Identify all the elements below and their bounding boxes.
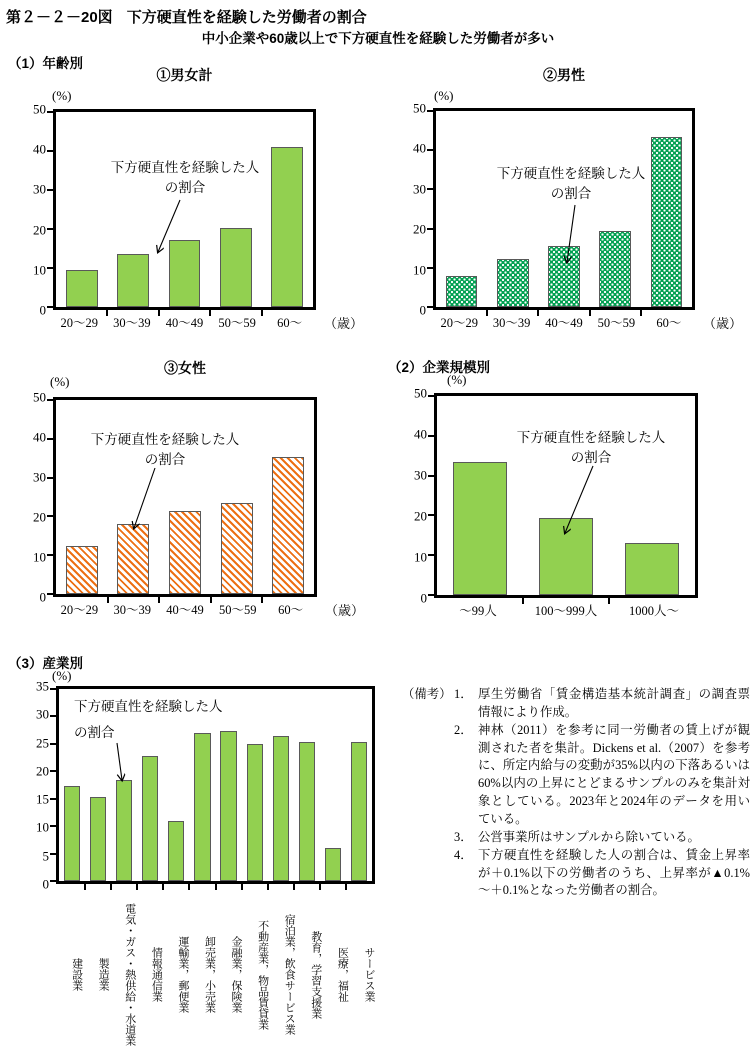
y-tick-mark bbox=[428, 475, 434, 477]
annotation-line1: 下方硬直性を経験した人 bbox=[516, 430, 666, 445]
bar-40～49 bbox=[169, 511, 201, 594]
bar-50～59 bbox=[220, 228, 252, 307]
note-item bbox=[454, 722, 750, 829]
x-tick-label: 60～ bbox=[277, 316, 303, 330]
annotation-arrow-icon bbox=[100, 736, 140, 792]
chart-company-size bbox=[385, 352, 756, 644]
x-tick-label: 20～29 bbox=[440, 316, 478, 330]
annotation-line2: の割合 bbox=[144, 452, 186, 467]
notes bbox=[402, 686, 750, 900]
bar-情報通信業 bbox=[142, 756, 158, 881]
annotation-line1: 下方硬直性を経験した人 bbox=[90, 432, 240, 447]
y-tick-label: 5 bbox=[42, 848, 49, 864]
bar-slot bbox=[56, 112, 107, 307]
section-label-industry: （3）産業別 bbox=[8, 656, 84, 671]
x-tick-label: 不動産業，物品賃貸業 bbox=[256, 919, 269, 1030]
bar-slot bbox=[437, 396, 523, 595]
bar-製造業 bbox=[90, 797, 106, 881]
bar-教育，学習支援業 bbox=[299, 742, 315, 881]
bar-slot bbox=[346, 689, 372, 881]
y-tick-mark bbox=[47, 477, 53, 479]
note-number: 2． bbox=[454, 722, 473, 737]
y-tick-label: 50 bbox=[414, 385, 427, 401]
x-tick-label: 60～ bbox=[278, 603, 304, 617]
y-tick-label: 30 bbox=[413, 181, 426, 197]
y-tick-label: 10 bbox=[413, 262, 426, 278]
y-tick-label: 0 bbox=[420, 590, 427, 606]
x-tick-label: 建設業 bbox=[70, 958, 83, 991]
y-tick-label: 10 bbox=[33, 262, 46, 278]
y-tick-label: 40 bbox=[414, 426, 427, 442]
x-tick-label: 50～59 bbox=[597, 316, 636, 330]
y-tick-mark bbox=[50, 715, 56, 717]
x-tick-label: 40～49 bbox=[545, 316, 583, 330]
x-tick-label: 医療，福祉 bbox=[336, 947, 349, 1002]
y-tick-label: 30 bbox=[414, 467, 427, 483]
chart-age-female bbox=[0, 352, 380, 644]
y-tick-mark bbox=[47, 228, 53, 230]
x-tick-label: 40～49 bbox=[165, 316, 204, 330]
bar-slot bbox=[320, 689, 346, 881]
y-tick-label: 20 bbox=[33, 509, 46, 525]
bar-卸売業，小売業 bbox=[194, 733, 210, 881]
x-axis-unit-label: （歳） bbox=[324, 316, 364, 331]
x-tick-label: 情報通信業 bbox=[150, 947, 163, 1002]
y-tick-mark bbox=[47, 515, 53, 517]
y-tick-label: 15 bbox=[36, 791, 49, 807]
y-tick-label: 20 bbox=[33, 222, 46, 238]
bar-運輸業，郵便業 bbox=[168, 821, 184, 881]
bar-～99人 bbox=[453, 462, 506, 595]
bar-50～59 bbox=[221, 503, 253, 594]
x-tick-label: 50～59 bbox=[219, 603, 257, 617]
annotation-line1: 下方硬直性を経験した人 bbox=[110, 160, 260, 175]
x-axis-labels bbox=[433, 313, 695, 331]
chart-title: ②男性 bbox=[543, 67, 585, 83]
x-axis-unit-label: （歳） bbox=[703, 316, 743, 331]
note-text: 下方硬直性を経験した人の割合は、賃金上昇率が＋0.1%以下の労働者のうち、上昇率が▲0.1%～＋0.1%となった労働者の割合。 bbox=[478, 847, 750, 898]
note-text: 神林（2011）を参考に同一労働者の賃上げが観測された者を集計。Dickens et al.（2007）を参考に、所定内給与の変動が35%以内の下落あるいは 60%以内の上昇にとどまるサンプルのみを集計対象としている。2023年と2024年のデータを用いている。 bbox=[478, 722, 750, 827]
bar-サービス業 bbox=[351, 742, 367, 881]
x-tick-label: 30～39 bbox=[492, 316, 531, 330]
x-tick-label: 30～39 bbox=[113, 316, 151, 330]
chart-age-male bbox=[380, 62, 756, 348]
y-axis bbox=[380, 100, 426, 318]
bar-60～ bbox=[272, 457, 304, 594]
x-tick-label: 卸売業，小売業 bbox=[203, 936, 216, 1013]
y-tick-label: 20 bbox=[414, 508, 427, 524]
y-tick-mark bbox=[428, 554, 434, 556]
y-tick-label: 40 bbox=[33, 141, 46, 157]
y-tick-label: 30 bbox=[33, 181, 46, 197]
y-tick-mark bbox=[47, 267, 53, 269]
annotation-arrow-icon bbox=[140, 192, 200, 262]
figure-number: 第２－２－20図 bbox=[6, 9, 113, 26]
y-tick-mark bbox=[427, 188, 433, 190]
y-tick-label: 0 bbox=[42, 876, 49, 892]
y-tick-mark bbox=[50, 853, 56, 855]
x-tick-label: 60～ bbox=[656, 316, 682, 330]
note-text: 厚生労働省「賃金構造基本統計調査」の調査票情報により作成。 bbox=[478, 687, 750, 719]
annotation-arrow-icon bbox=[553, 460, 609, 544]
annotation-line2: の割合 bbox=[74, 725, 115, 740]
y-axis bbox=[0, 678, 49, 892]
notes-items bbox=[454, 686, 750, 900]
y-tick-mark bbox=[427, 228, 433, 230]
x-tick-label: 40～49 bbox=[166, 603, 204, 617]
note-item bbox=[454, 847, 750, 901]
bar-slot bbox=[210, 112, 261, 307]
bar-20～29 bbox=[66, 270, 98, 307]
y-tick-label: 35 bbox=[36, 678, 49, 694]
x-tick-label: 教育，学習支援業 bbox=[309, 930, 322, 1019]
y-tick-mark bbox=[50, 825, 56, 827]
note-text: 公営事業所はサンプルから除いている。 bbox=[478, 829, 700, 844]
note-item bbox=[454, 686, 750, 722]
y-tick-label: 10 bbox=[33, 549, 46, 565]
x-axis-labels bbox=[56, 887, 375, 1052]
y-axis-unit-label: (%) bbox=[447, 372, 467, 387]
bar-電気・ガス・熱供給・水道業 bbox=[116, 780, 132, 881]
figure-title-text: 下方硬直性を経験した労働者の割合 bbox=[126, 9, 367, 26]
y-tick-mark bbox=[427, 306, 433, 308]
annotation-arrow-icon bbox=[118, 458, 168, 538]
annotation-line2: の割合 bbox=[164, 180, 206, 195]
bar-slot bbox=[609, 396, 695, 595]
y-tick-mark bbox=[47, 593, 53, 595]
annotation-line1: 下方硬直性を経験した人 bbox=[496, 166, 646, 181]
y-tick-mark bbox=[47, 306, 53, 308]
x-tick-label: 20～29 bbox=[60, 316, 99, 330]
y-tick-label: 10 bbox=[36, 819, 49, 835]
y-tick-mark bbox=[50, 770, 56, 772]
x-axis-labels bbox=[53, 600, 317, 618]
bar-slot bbox=[436, 111, 487, 307]
x-tick-label: 金融業，保険業 bbox=[230, 936, 243, 1013]
y-tick-label: 50 bbox=[413, 100, 426, 116]
annotation-line2: の割合 bbox=[550, 186, 592, 201]
y-tick-label: 30 bbox=[33, 469, 46, 485]
chart-title: ③女性 bbox=[164, 360, 206, 376]
x-tick-label: 製造業 bbox=[97, 958, 110, 991]
y-tick-label: 25 bbox=[36, 735, 49, 751]
annotation-line1: 下方硬直性を経験した人 bbox=[74, 699, 223, 714]
x-tick-label: サービス業 bbox=[362, 947, 375, 1002]
x-tick-label: 30～39 bbox=[113, 603, 151, 617]
y-tick-label: 10 bbox=[414, 549, 427, 565]
page-title bbox=[6, 6, 367, 27]
y-tick-mark bbox=[47, 399, 53, 401]
y-tick-mark bbox=[50, 743, 56, 745]
chart-age-total bbox=[0, 62, 380, 348]
y-tick-label: 20 bbox=[36, 763, 49, 779]
x-tick-label: 20～29 bbox=[60, 603, 99, 617]
bar-slot bbox=[487, 111, 538, 307]
chart-title: ①男女計 bbox=[156, 67, 213, 83]
y-axis bbox=[0, 101, 46, 318]
bar-不動産業，物品賃貸業 bbox=[247, 744, 263, 881]
y-tick-mark bbox=[50, 688, 56, 690]
y-tick-mark bbox=[427, 267, 433, 269]
x-tick-label: 電気・ガス・熱供給・水道業 bbox=[123, 903, 136, 1046]
note-item bbox=[454, 829, 750, 847]
section-label-age: （1）年齢別 bbox=[8, 56, 84, 71]
page-subtitle: 中小企業や60歳以上で下方硬直性を経験した労働者が多い bbox=[201, 31, 555, 46]
plot-area bbox=[53, 397, 317, 597]
y-axis bbox=[385, 385, 427, 606]
y-tick-mark bbox=[428, 514, 434, 516]
bar-宿泊業，飲食サービス業 bbox=[273, 736, 289, 881]
note-number: 3． bbox=[454, 829, 473, 844]
chart-industry bbox=[0, 648, 400, 1052]
y-tick-mark bbox=[428, 594, 434, 596]
x-axis-labels bbox=[53, 313, 316, 331]
bar-slot bbox=[590, 111, 641, 307]
y-tick-mark bbox=[47, 189, 53, 191]
bar-金融業，保険業 bbox=[220, 731, 236, 881]
bar-医療，福祉 bbox=[325, 848, 341, 881]
y-tick-mark bbox=[50, 798, 56, 800]
y-tick-label: 40 bbox=[33, 429, 46, 445]
bar-slot bbox=[262, 112, 313, 307]
y-tick-label: 0 bbox=[39, 302, 46, 318]
x-axis-unit-label: （歳） bbox=[325, 603, 365, 618]
y-tick-mark bbox=[427, 110, 433, 112]
y-tick-label: 50 bbox=[33, 101, 46, 117]
y-tick-label: 40 bbox=[413, 140, 426, 156]
y-axis bbox=[0, 389, 46, 605]
y-axis-unit-label: (%) bbox=[434, 88, 454, 103]
bar-slot bbox=[641, 111, 692, 307]
x-tick-label: ～99人 bbox=[459, 604, 497, 618]
note-number: 4． bbox=[454, 847, 473, 862]
x-axis-labels bbox=[434, 601, 698, 619]
y-tick-mark bbox=[47, 111, 53, 113]
annotation-arrow-icon bbox=[548, 198, 588, 270]
x-tick-label: 1000人～ bbox=[628, 604, 679, 618]
note-number: 1． bbox=[454, 687, 473, 701]
section-label-company-size: （2）企業規模別 bbox=[388, 360, 491, 375]
y-axis-unit-label: (%) bbox=[50, 374, 70, 389]
bar-20～29 bbox=[446, 276, 478, 307]
x-tick-label: 宿泊業，飲食サービス業 bbox=[283, 914, 296, 1035]
y-tick-mark bbox=[428, 395, 434, 397]
y-axis-unit-label: (%) bbox=[52, 668, 72, 683]
y-tick-label: 0 bbox=[419, 302, 426, 318]
x-tick-label: 運輸業，郵便業 bbox=[176, 936, 189, 1013]
bar-建設業 bbox=[64, 786, 80, 881]
y-tick-label: 0 bbox=[39, 589, 46, 605]
bar-30～39 bbox=[497, 259, 529, 307]
y-tick-mark bbox=[427, 149, 433, 151]
bar-60～ bbox=[651, 137, 683, 307]
y-axis-unit-label: (%) bbox=[52, 88, 72, 103]
bar-1000人～ bbox=[625, 543, 678, 595]
y-tick-mark bbox=[428, 435, 434, 437]
y-tick-mark bbox=[47, 150, 53, 152]
x-tick-label: 50～59 bbox=[218, 316, 256, 330]
y-tick-label: 20 bbox=[413, 221, 426, 237]
notes-label: （備考） bbox=[402, 687, 452, 701]
bar-50～59 bbox=[599, 231, 631, 307]
bar-20～29 bbox=[66, 546, 98, 594]
x-tick-label: 100～999人 bbox=[534, 604, 598, 618]
y-tick-mark bbox=[47, 554, 53, 556]
y-tick-label: 50 bbox=[33, 389, 46, 405]
y-tick-mark bbox=[50, 880, 56, 882]
y-tick-label: 30 bbox=[36, 706, 49, 722]
annotation-line2: の割合 bbox=[570, 450, 612, 465]
